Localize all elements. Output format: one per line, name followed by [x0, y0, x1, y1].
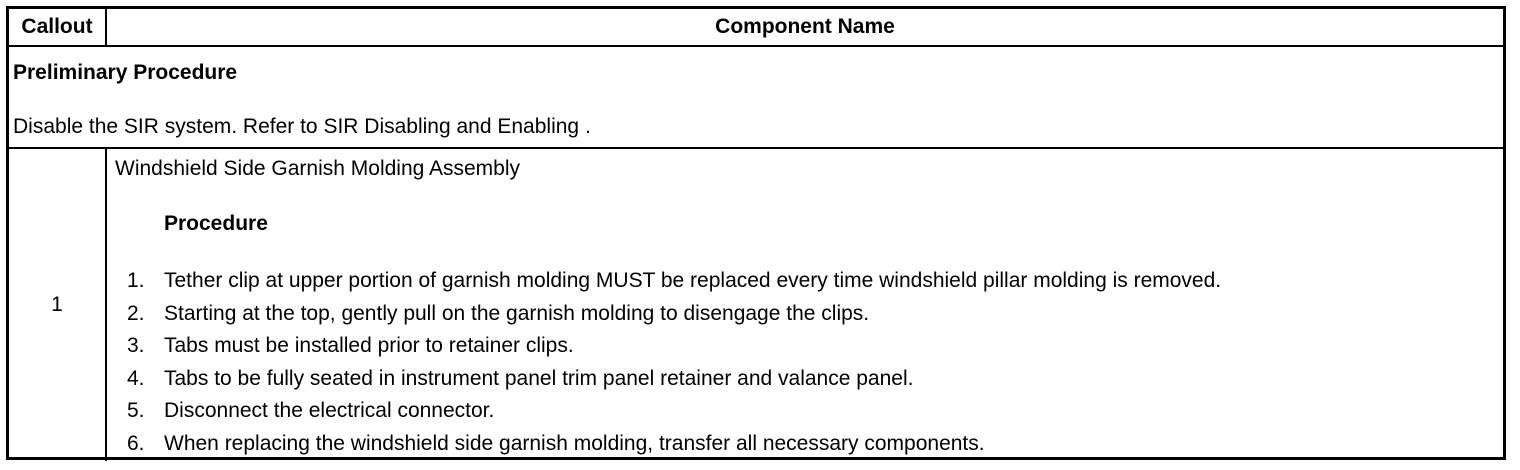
table-row [9, 148, 1503, 461]
step-text: Starting at the top, gently pull on the garnish molding to disengage the clips. [164, 301, 870, 325]
procedure-step [115, 298, 1503, 331]
step-number: 3. [127, 334, 145, 358]
step-number: 5. [127, 399, 145, 423]
step-text: When replacing the windshield side garnish molding, transfer all necessary components. [164, 431, 985, 455]
preliminary-text: Disable the SIR system. Refer to SIR Disabling and Enabling . [13, 115, 591, 138]
step-number: 4. [127, 366, 145, 390]
step-text: Tabs must be installed prior to retainer clips. [164, 334, 574, 358]
step-number: 2. [127, 301, 145, 325]
step-number: 6. [127, 431, 145, 455]
procedure-step [115, 428, 1503, 461]
step-text: Tabs to be fully seated in instrument panel trim panel retainer and valance panel. [164, 366, 914, 390]
procedure-step [115, 330, 1503, 363]
step-text: Tether clip at upper portion of garnish molding MUST be replaced every time windshield pillar molding is removed. [164, 269, 1222, 292]
callout-column-header: Callout [9, 9, 106, 46]
table-header-row [9, 9, 1503, 46]
step-number: 1. [127, 269, 145, 292]
component-name-column-header: Component Name [106, 9, 1503, 46]
callout-number: 1 [9, 148, 106, 461]
procedure-step [115, 265, 1503, 298]
component-cell [106, 148, 1503, 461]
procedure-steps [115, 265, 1503, 461]
procedure-step [115, 395, 1503, 428]
preliminary-cell [9, 46, 1503, 148]
preliminary-row [9, 46, 1503, 148]
preliminary-title: Preliminary Procedure [13, 61, 238, 84]
component-name: Windshield Side Garnish Molding Assembly [115, 157, 521, 180]
procedure-table [9, 9, 1503, 461]
procedure-title: Procedure [164, 212, 268, 235]
procedure-step [115, 363, 1503, 396]
procedure-table-frame [6, 6, 1506, 460]
step-text: Disconnect the electrical connector. [164, 399, 495, 423]
